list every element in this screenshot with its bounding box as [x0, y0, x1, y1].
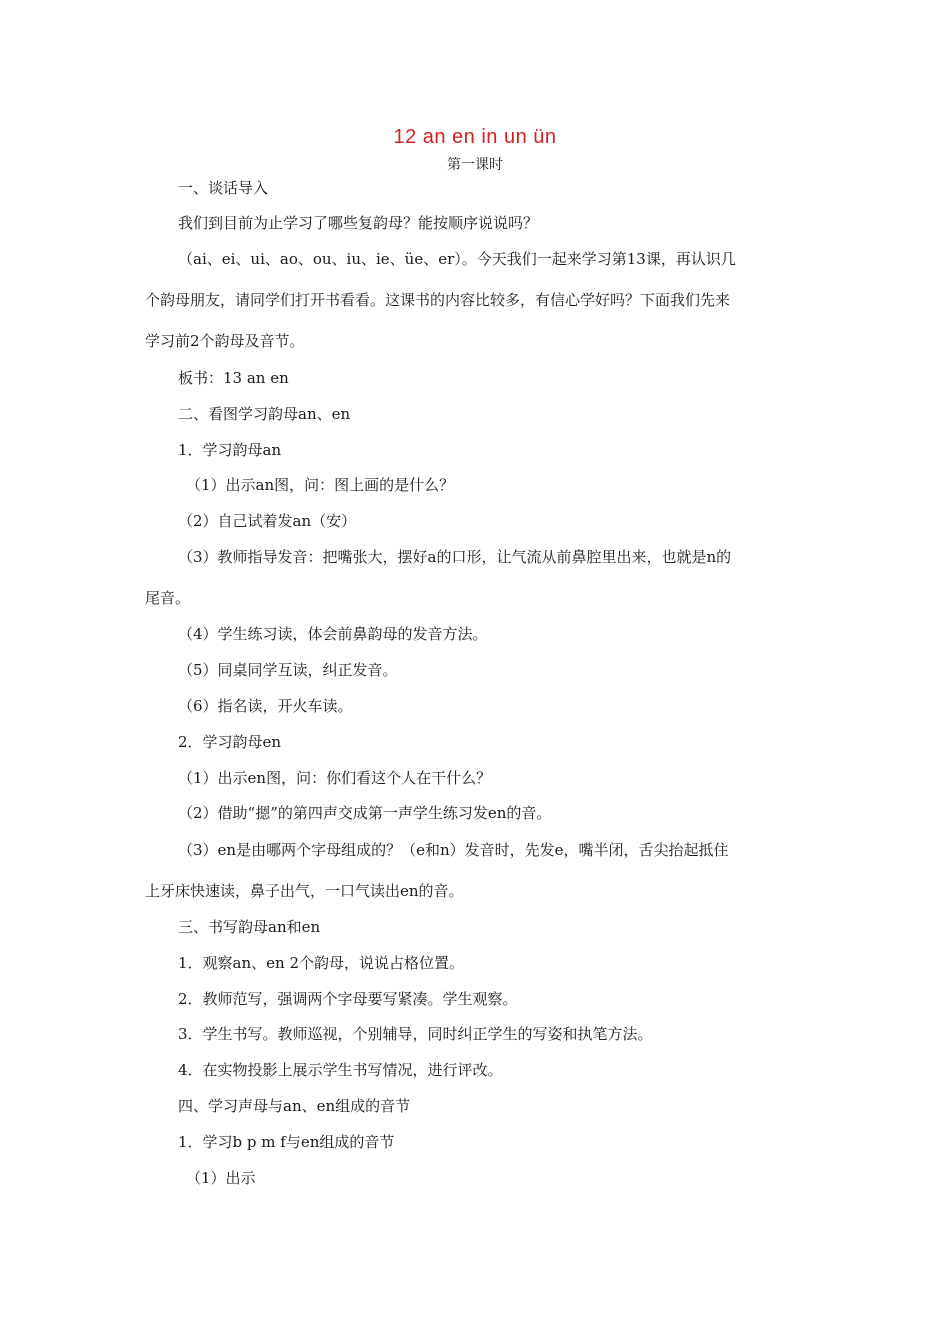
paragraph-line: 1．学习b p m f与en组成的音节: [178, 1133, 395, 1151]
paragraph-line: （1）出示an图，问：图上画的是什么？: [186, 476, 455, 494]
paragraph-line: 板书：13 an en: [178, 369, 289, 387]
section-heading: 三、书写韵母an和en: [178, 918, 321, 936]
section-heading: 一、谈话导入: [178, 179, 269, 197]
paragraph-line: （4）学生练习读，体会前鼻韵母的发音方法。: [178, 625, 488, 643]
section-heading: 四、学习声母与an、en组成的音节: [178, 1097, 411, 1115]
paragraph-line: 尾音。: [145, 589, 191, 607]
lesson-title: 12 an en in un ün: [393, 126, 557, 148]
paragraph-line: 3．学生书写。教师巡视，个别辅导，同时纠正学生的写姿和执笔方法。: [178, 1025, 653, 1043]
paragraph-line: 1．观察an、en 2个韵母，说说占格位置。: [178, 954, 464, 972]
paragraph-line: （5）同桌同学互读，纠正发音。: [178, 661, 398, 679]
paragraph-line: 个韵母朋友，请同学们打开书看看。这课书的内容比较多，有信心学好吗？下面我们先来: [145, 291, 731, 309]
paragraph-line: 4．在实物投影上展示学生书写情况，进行评改。: [178, 1061, 503, 1079]
paragraph-line: 上牙床快速读，鼻子出气，一口气读出en的音。: [145, 882, 464, 900]
paragraph-line: （3）教师指导发音：把嘴张大，摆好a的口形，让气流从前鼻腔里出来，也就是n的: [178, 548, 732, 566]
paragraph-line: 2．教师范写，强调两个字母要写紧凑。学生观察。: [178, 990, 518, 1008]
paragraph-line: （ai、ei、ui、ao、ou、iu、ie、üe、er）。今天我们一起来学习第13课，再认识几: [178, 250, 736, 268]
paragraph-line: （6）指名读，开火车读。: [178, 697, 353, 715]
paragraph-line: 我们到目前为止学习了哪些复韵母？能按顺序说说吗？: [178, 214, 539, 232]
paragraph-line: （1）出示en图，问：你们看这个人在干什么？: [178, 769, 492, 787]
section-heading: 二、看图学习韵母an、en: [178, 405, 351, 423]
paragraph-line: （2）借助“摁”的第四声交成第一声学生练习发en的音。: [178, 804, 552, 822]
paragraph-line: 学习前2个韵母及音节。: [145, 332, 305, 350]
paragraph-line: （3）en是由哪两个字母组成的？（e和n）发音时，先发e，嘴半闭，舌尖抬起抵住: [178, 841, 729, 859]
paragraph-line: 2．学习韵母en: [178, 733, 282, 751]
paragraph-line: 1．学习韵母an: [178, 441, 282, 459]
lesson-subtitle: 第一课时: [447, 157, 503, 173]
paragraph-line: （1）出示: [186, 1169, 256, 1187]
paragraph-line: （2）自己试着发an（安）: [178, 512, 357, 530]
